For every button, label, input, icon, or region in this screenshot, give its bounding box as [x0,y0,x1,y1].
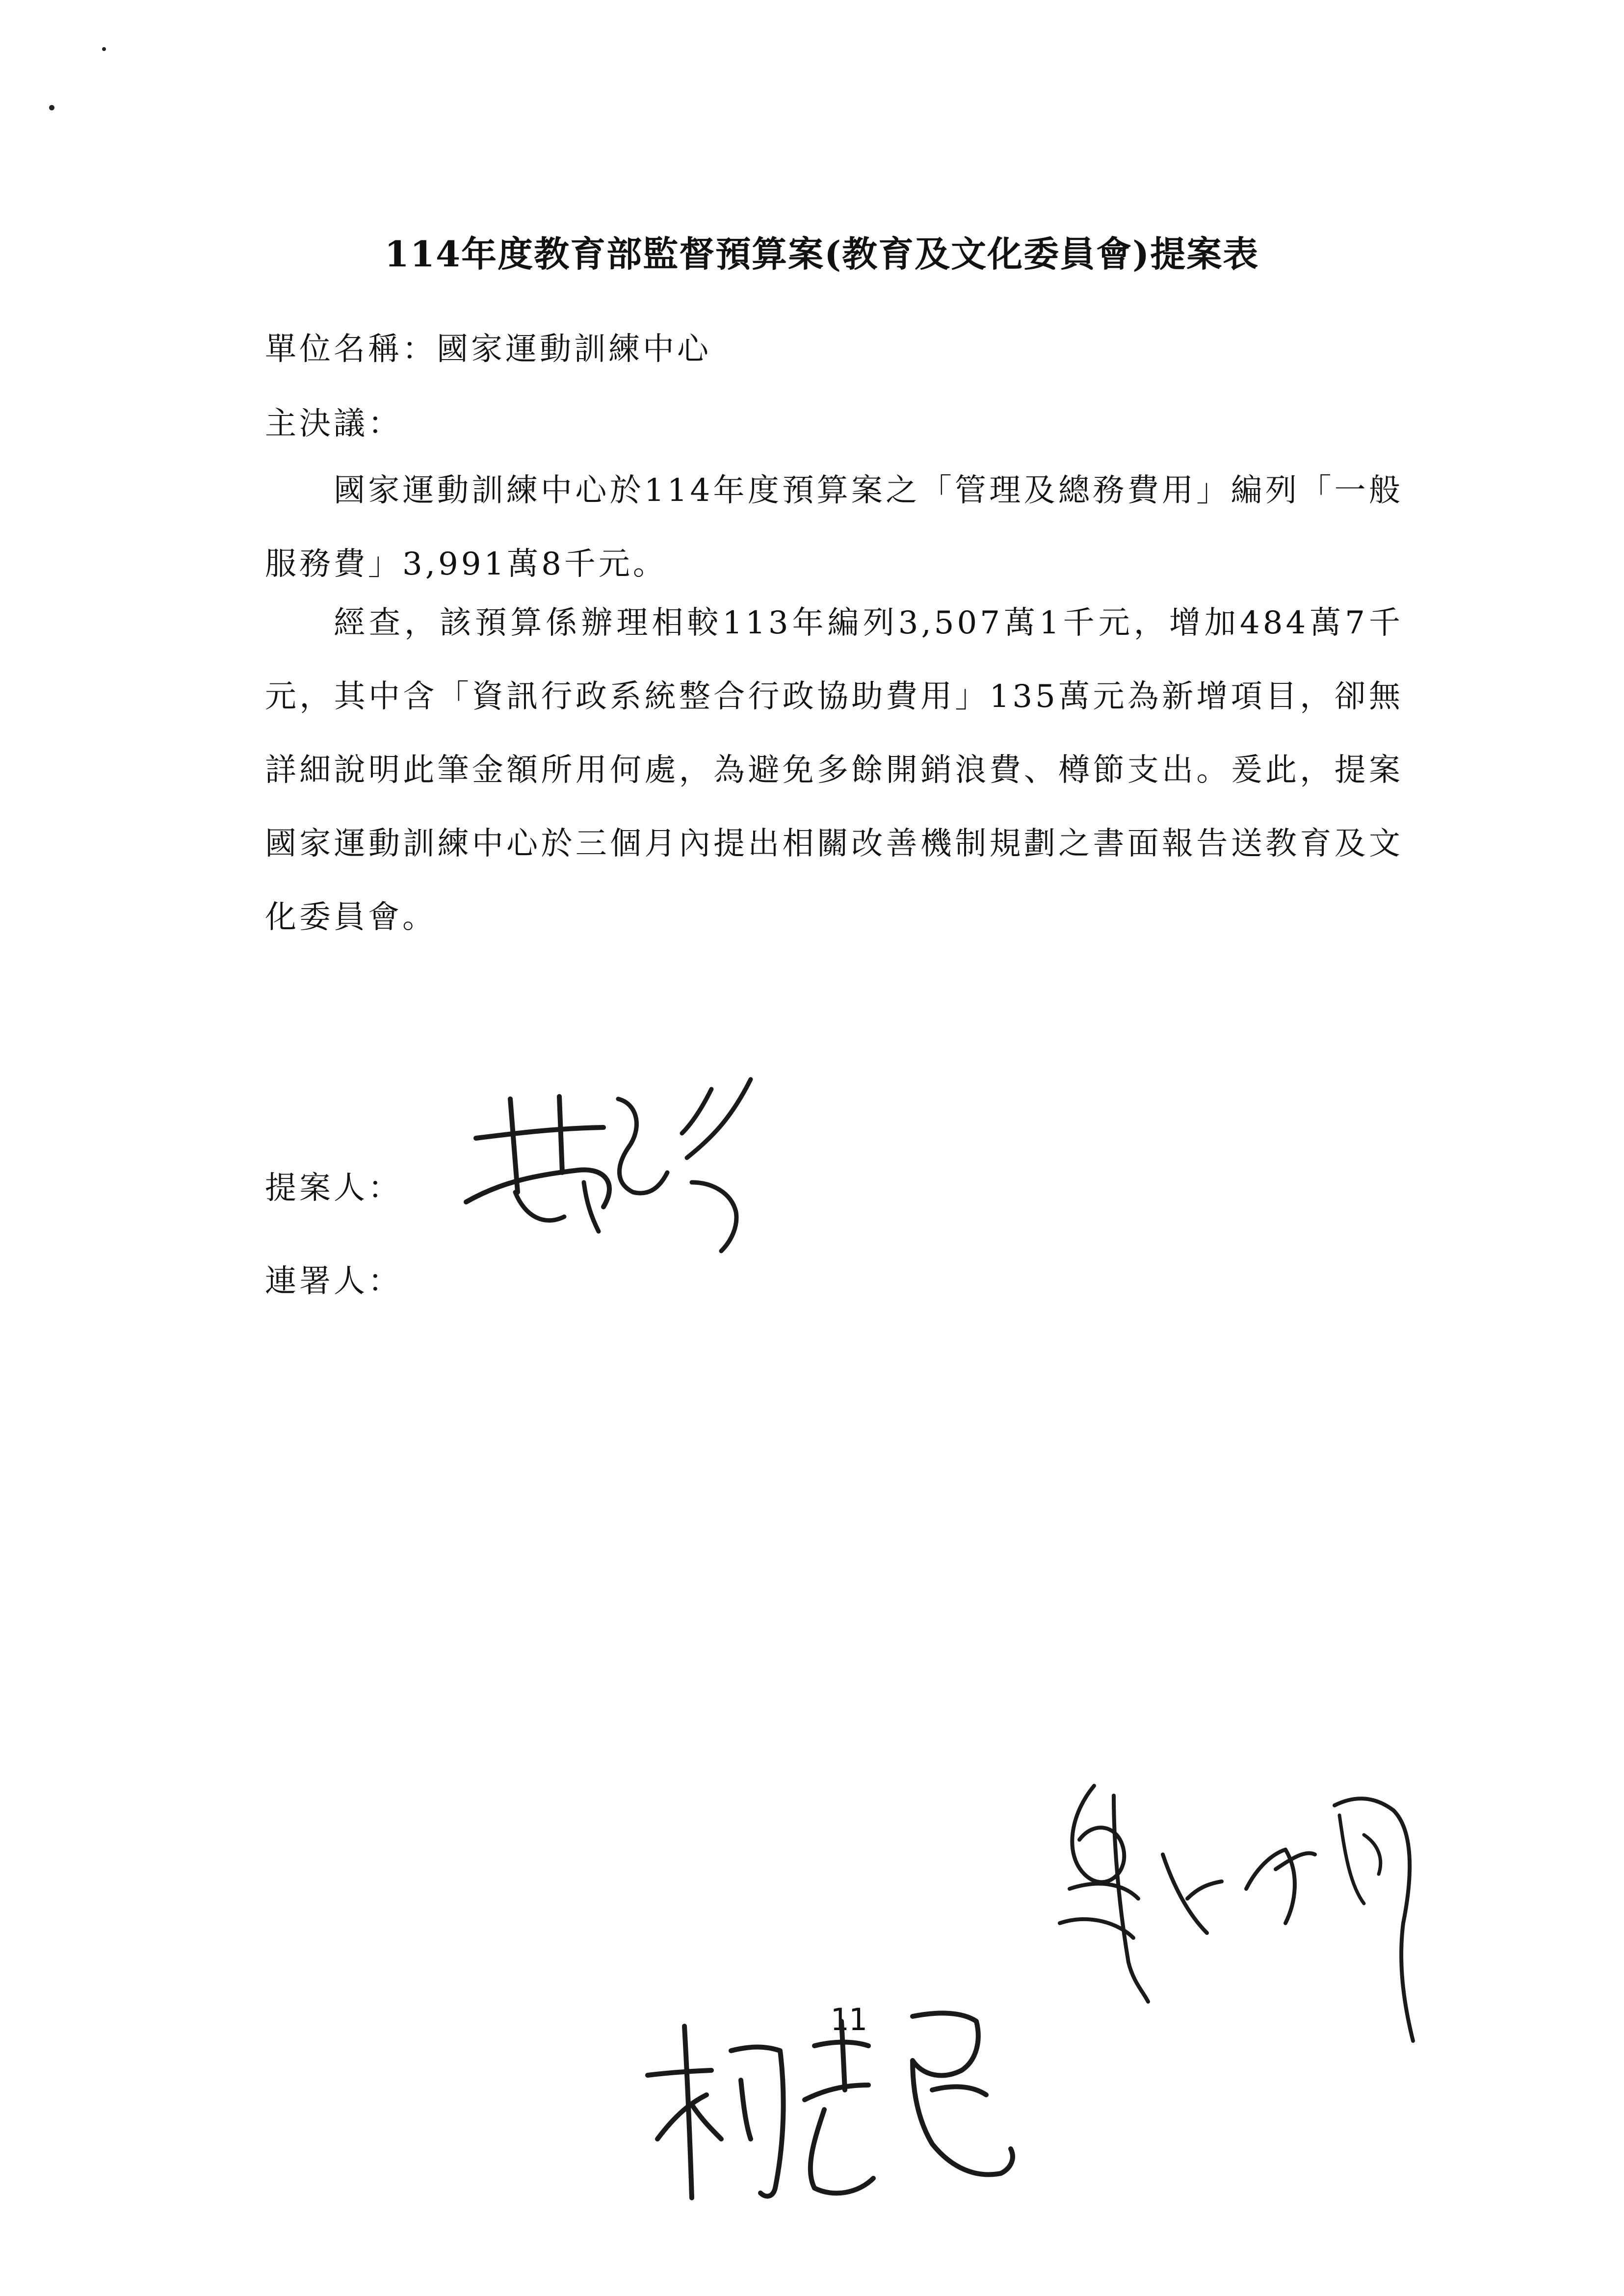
page-number: 11 [830,2002,867,2037]
unit-label: 單位名稱： [265,331,437,367]
paragraph-budget-item: 國家運動訓練中心於114年度預算案之「管理及總務費用」編列「一般服務費」3,991萬8千元。 [265,472,1403,582]
cosigner-signature-1 [1040,1776,1433,2080]
unit-name: 國家運動訓練中心 [437,331,711,367]
scan-speck [102,47,106,51]
proposer-label: 提案人： [265,1170,402,1206]
paragraph-findings: 經查，該預算係辦理相較113年編列3,507萬1千元，增加484萬7千元，其中含「資訊行政系統整合行政協助費用」135萬元為新增項目，卻無詳細說明此筆金額所用何處，為避免多餘開銷浪費、樽節支出。爰此，提案國家運動訓練中心於三個月內提出相關改善機制規劃之書面報告送教育及文化委員會。 [265,605,1403,936]
unit-line [265,324,711,369]
cosigner-label: 連署人： [265,1263,402,1300]
scan-speck [49,105,54,110]
document-title: 114年度教育部監督預算案(教育及文化委員會)提案表 [384,233,1259,275]
cosigner-signature-2 [638,1962,1079,2237]
resolution-label: 主決議： [265,406,402,442]
proposer-signature [456,1070,800,1256]
